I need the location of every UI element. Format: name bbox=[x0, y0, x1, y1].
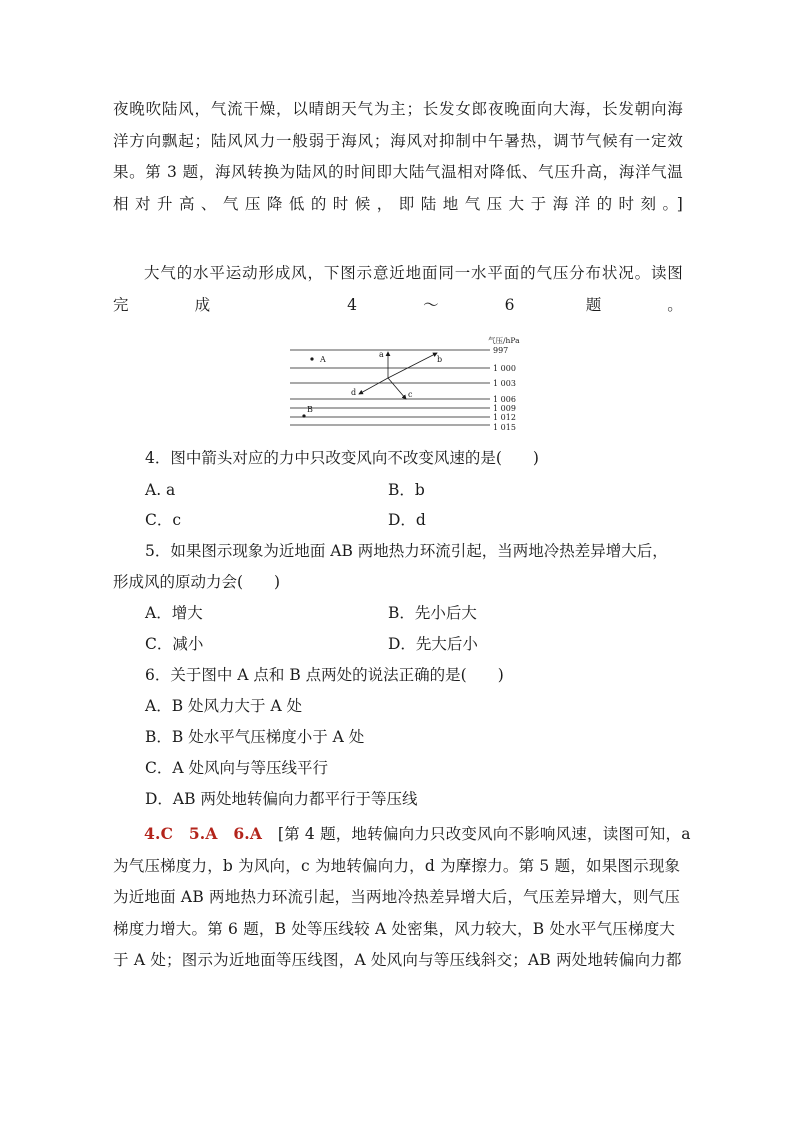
point-a-marker bbox=[310, 357, 313, 360]
isobar-label: 1 006 bbox=[493, 395, 516, 404]
question-6-stem: 6．关于图中 A 点和 B 点两处的说法正确的是( ) bbox=[145, 666, 504, 684]
question-6-option-b: B．B 处水平气压梯度小于 A 处 bbox=[145, 728, 365, 746]
isobar-label: 1 015 bbox=[493, 423, 516, 432]
point-b-label: B bbox=[307, 405, 313, 414]
text-line: 洋方向飘起；陆风风力一般弱于海风；海风对抑制中午暑热，调节气候有一定效 bbox=[113, 131, 683, 150]
text-line: 为近地面 AB 两地热力环流引起，当两地冷热差异增大后，气压差异增大，则气压 bbox=[113, 888, 681, 906]
text-line: 果。第 3 题，海风转换为陆风的时间即大陆气温相对降低、气压升高，海洋气温 bbox=[113, 163, 683, 181]
isobar-diagram bbox=[285, 332, 535, 436]
text-line: 于 A 处；图示为近地面等压线图，A 处风向与等压线斜交；AB 两处地转偏向力都 bbox=[113, 951, 682, 969]
question-6-option-c: C．A 处风向与等压线平行 bbox=[145, 759, 328, 777]
text-line: 完成 4～6 题。 bbox=[113, 295, 683, 314]
question-5-option-d: D．先大后小 bbox=[388, 635, 478, 653]
point-a-label: A bbox=[320, 355, 326, 364]
arrow-c-label: c bbox=[408, 390, 413, 399]
text-line: 夜晚吹陆风，气流干燥，以晴朗天气为主；长发女郎夜晚面向大海，长发朝向海 bbox=[113, 100, 683, 118]
question-4-stem: 4．图中箭头对应的力中只改变风向不改变风速的是( ) bbox=[145, 449, 539, 467]
question-5-option-b: B．先小后大 bbox=[388, 604, 477, 622]
question-5-stem-line-1: 5．如果图示现象为近地面 AB 两地热力环流引起，当两地冷热差异增大后， bbox=[145, 542, 668, 560]
question-6-option-a: A．B 处风力大于 A 处 bbox=[145, 697, 303, 715]
answer-explanation-start: [第 4 题，地转偏向力只改变风向不影响风速，读图可知，a bbox=[277, 825, 691, 843]
question-4-option-a: A. a bbox=[145, 481, 176, 499]
isobar-label: 1 012 bbox=[493, 413, 516, 422]
question-4-option-b: B．b bbox=[388, 481, 425, 499]
question-5-option-a: A．增大 bbox=[145, 604, 203, 622]
isobar-label: 1 009 bbox=[493, 404, 516, 413]
arrow-b-label: b bbox=[437, 355, 443, 364]
isobar-figure bbox=[285, 332, 535, 436]
question-prompt bbox=[113, 258, 683, 321]
arrow-d bbox=[359, 378, 388, 394]
text-line: 大气的水平运动形成风，下图示意近地面同一水平面的气压分布状况。读图 bbox=[144, 264, 683, 282]
answer-key: 4.C 5.A 6.A bbox=[144, 824, 263, 843]
question-4-option-c: C．c bbox=[145, 511, 182, 529]
text-line: 相对升高、气压降低的时候，即陆地气压大于海洋的时刻。] bbox=[113, 194, 683, 213]
text-line: 梯度力增大。第 6 题，B 处等压线较 A 处密集，风力较大，B 处水平气压梯度大 bbox=[113, 919, 676, 938]
pressure-unit-label: 气压/hPa bbox=[488, 336, 520, 345]
question-5-stem-line-2: 形成风的原动力会( ) bbox=[113, 573, 281, 591]
intro-paragraph bbox=[113, 94, 683, 220]
arrow-c bbox=[388, 378, 406, 399]
arrow-d-label: d bbox=[351, 388, 357, 397]
answer-paragraph bbox=[113, 818, 691, 977]
text-line: 为气压梯度力，b 为风向，c 为地转偏向力，d 为摩擦力。第 5 题，如果图示现象 bbox=[113, 856, 681, 875]
question-6-option-d: D．AB 两处地转偏向力都平行于等压线 bbox=[145, 790, 418, 808]
question-4-option-d: D．d bbox=[388, 511, 426, 529]
arrow-a-label: a bbox=[379, 350, 384, 359]
answer-line-1 bbox=[113, 818, 691, 851]
isobar-label: 997 bbox=[493, 346, 509, 355]
arrow-b bbox=[388, 353, 437, 378]
point-b-marker bbox=[302, 414, 305, 417]
isobar-label: 1 000 bbox=[493, 364, 516, 373]
question-5-option-c: C．减小 bbox=[145, 635, 204, 653]
isobar-label: 1 003 bbox=[493, 379, 516, 388]
